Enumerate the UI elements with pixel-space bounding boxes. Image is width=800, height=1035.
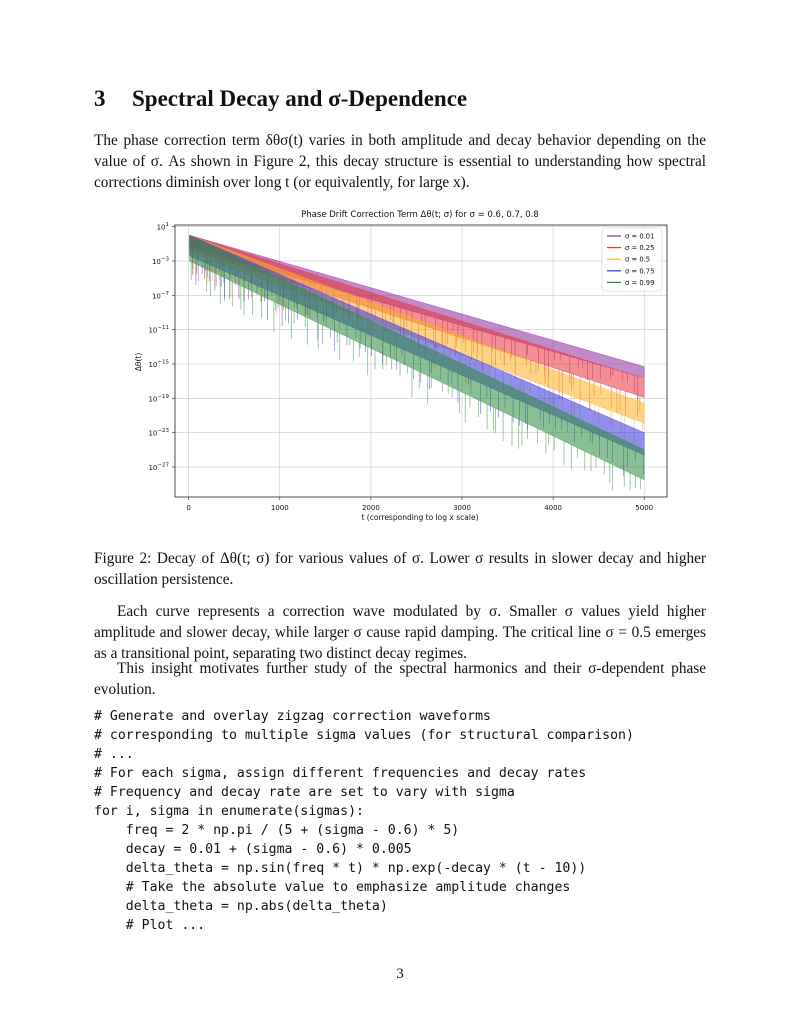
code-line: # For each sigma, assign different frequencies and decay rates — [94, 766, 587, 781]
legend — [602, 228, 662, 291]
code-line: delta_theta = np.sin(freq * t) * np.exp(-decay * (t - 10)) — [94, 861, 587, 876]
x-tick-label: 0 — [186, 504, 191, 512]
legend-label: σ = 0.75 — [625, 267, 655, 276]
code-line: # ... — [94, 747, 134, 762]
section-title: Spectral Decay and σ-Dependence — [132, 86, 468, 111]
x-tick-label: 1000 — [270, 504, 289, 512]
paragraph-2: Each curve represents a correction wave modulated by σ. Smaller σ values yield higher amplitude and slower decay, while larger σ cause rapid damping. The critical line σ = 0.5 emerges as a transitional point, separating two distinct decay regimes. — [94, 603, 706, 662]
code-line: # corresponding to multiple sigma values (for structural comparison) — [94, 728, 634, 743]
y-tick-label: $10^{-11}$ — [148, 325, 169, 335]
code-block — [94, 707, 634, 935]
y-tick-label: $10^{-27}$ — [148, 462, 169, 472]
y-tick-label: $10^{-7}$ — [151, 290, 169, 301]
decay-chart — [128, 200, 673, 530]
page-number: 3 — [396, 966, 404, 982]
intro-paragraph: The phase correction term δθσ(t) varies in both amplitude and decay behavior depending on the value of σ. As shown in Figure 2, this decay structure is essential to understanding how spectral corrections diminish over long t (or equivalently, for large x). — [94, 132, 706, 191]
code-line: # Plot ... — [94, 918, 206, 933]
paragraph-3: This insight motivates further study of the spectral harmonics and their σ-dependent phase evolution. — [94, 660, 706, 698]
x-tick-label: 2000 — [361, 504, 380, 512]
y-tick-label: $10^1$ — [156, 222, 169, 232]
x-tick-label: 3000 — [453, 504, 471, 512]
y-tick-label: $10^{-15}$ — [148, 359, 169, 370]
figure-2 — [128, 200, 673, 530]
chart-title: Phase Drift Correction Term Δθ(t; σ) for σ = 0.6, 0.7, 0.8 — [301, 210, 539, 220]
x-tick-label: 5000 — [635, 504, 654, 512]
legend-label: σ = 0.25 — [625, 244, 655, 253]
legend-label: σ = 0.99 — [625, 278, 655, 287]
code-line: # Frequency and decay rate are set to vary with sigma — [94, 785, 515, 800]
code-line: for i, sigma in enumerate(sigmas): — [94, 804, 364, 819]
legend-label: σ = 0.01 — [625, 232, 655, 241]
section-number: 3 — [94, 86, 106, 111]
section-heading — [94, 86, 467, 112]
y-axis-label: Δθ(t) — [134, 352, 143, 372]
y-tick-label: $10^{-3}$ — [151, 256, 169, 267]
x-tick-label: 4000 — [544, 504, 563, 512]
code-line: delta_theta = np.abs(delta_theta) — [94, 899, 388, 914]
figure-caption: Figure 2: Decay of Δθ(t; σ) for various values of σ. Lower σ results in slower decay and higher oscillation persistence. — [94, 550, 706, 588]
y-tick-label: $10^{-23}$ — [148, 428, 169, 438]
code-line: # Take the absolute value to emphasize amplitude changes — [94, 880, 571, 895]
y-tick-label: $10^{-19}$ — [148, 393, 169, 404]
code-line: freq = 2 * np.pi / (5 + (sigma - 0.6) * 5) — [94, 823, 460, 838]
x-axis-label: t (corresponding to log x scale) — [361, 513, 479, 522]
legend-label: σ = 0.5 — [625, 255, 651, 264]
code-line: decay = 0.01 + (sigma - 0.6) * 0.005 — [94, 842, 412, 857]
code-line: # Generate and overlay zigzag correction waveforms — [94, 709, 491, 724]
